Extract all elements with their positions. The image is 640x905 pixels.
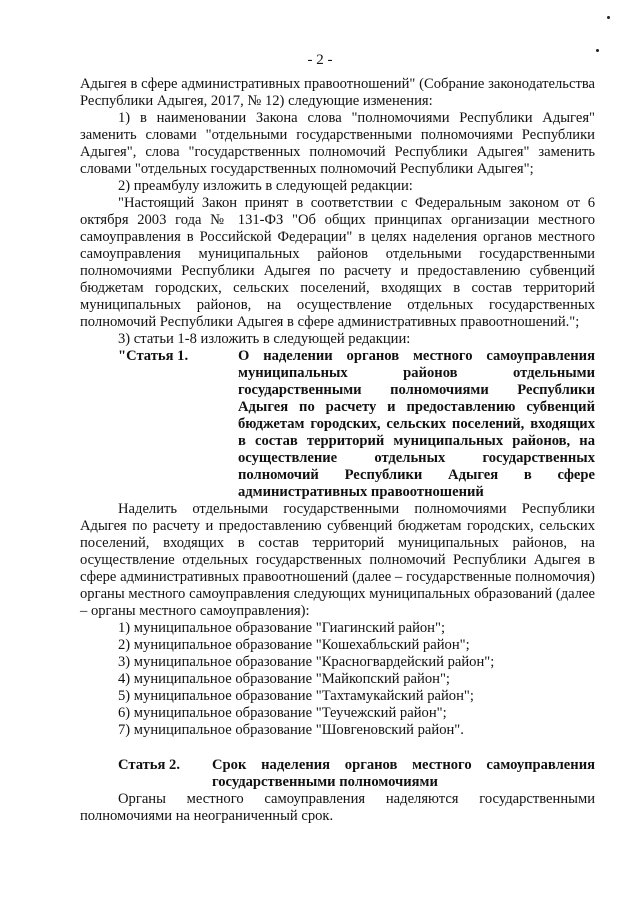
- list-item: 3) муниципальное образование "Красногвардейский район";: [118, 654, 495, 670]
- article-1-label: "Статья 1.: [118, 348, 189, 364]
- paragraph-amendment-1: 1) в наименовании Закона слова "полномочиями Республики Адыгея" заменить словами "отдельными государственными полномочиями Республики Адыгея", слова "государственных полномочий Республики Адыгея" заменить словами "отдельных государственных полномочий Республики Адыгея";: [80, 110, 595, 177]
- paragraph-amendment-3: 3) статьи 1-8 изложить в следующей редакции:: [118, 331, 411, 347]
- list-item: 6) муниципальное образование "Теучежский район";: [118, 705, 447, 721]
- page-number: - 2 -: [307, 52, 333, 68]
- article-2-body: Органы местного самоуправления наделяются государственными полномочиями на неограниченный срок.: [80, 791, 595, 824]
- paragraph-continuation: Адыгея в сфере административных правоотношений" (Собрание законодательства Республики Адыгея, 2017, № 12) следующие изменения:: [80, 76, 595, 109]
- article-2-heading: [80, 757, 595, 791]
- paragraph-preamble: "Настоящий Закон принят в соответствии с Федеральным законом от 6 октября 2003 года № 131-ФЗ "Об общих принципах организации местного самоуправления в Российской Федерации" в целях наделения органов местного самоуправления муниципальных районов отдельными государственными полномочиями Республики Адыгея по расчету и предоставлению субвенций бюджетам городских, сельских поселений, входящих в состав территорий муниципальных районов, на осуществление отдельных государственных полномочий Республики Адыгея в сфере административных правоотношений.";: [80, 195, 595, 330]
- list-item: 2) муниципальное образование "Кошехабльский район";: [118, 637, 470, 653]
- document-body: [80, 76, 595, 825]
- article-1-body: Наделить отдельными государственными полномочиями Республики Адыгея по расчету и предоставлению субвенций бюджетам городских, сельских поселений, входящих в состав территорий муниципальных районов, на осуществление отдельных государственных полномочий Республики Адыгея в сфере административных правоотношений (далее – государственные полномочия) органы местного самоуправления следующих муниципальных образований (далее – органы местного самоуправления):: [80, 501, 595, 619]
- list-item: 5) муниципальное образование "Тахтамукайский район";: [118, 688, 474, 704]
- list-item: 1) муниципальное образование "Гиагинский район";: [118, 620, 446, 636]
- article-1-title: О наделении органов местного самоуправления муниципальных районов отдельными государственными полномочиями Республики Адыгея по расчету и предоставлению субвенций бюджетам городских, сельских поселений, входящих в состав территорий муниципальных районов, на осуществление отдельных государственных полномочий Республики Адыгея в сфере административных правоотношений: [238, 348, 595, 500]
- list-item: 7) муниципальное образование "Шовгеновский район".: [118, 722, 464, 738]
- municipality-list: [80, 620, 595, 739]
- scan-speck: [607, 16, 610, 19]
- paragraph-amendment-2: 2) преамбулу изложить в следующей редакции:: [118, 178, 413, 194]
- article-2-title: Срок наделения органов местного самоуправления государственными полномочиями: [212, 757, 595, 790]
- article-1-heading: [80, 348, 595, 501]
- list-item: 4) муниципальное образование "Майкопский район";: [118, 671, 450, 687]
- article-2-label: Статья 2.: [118, 757, 180, 773]
